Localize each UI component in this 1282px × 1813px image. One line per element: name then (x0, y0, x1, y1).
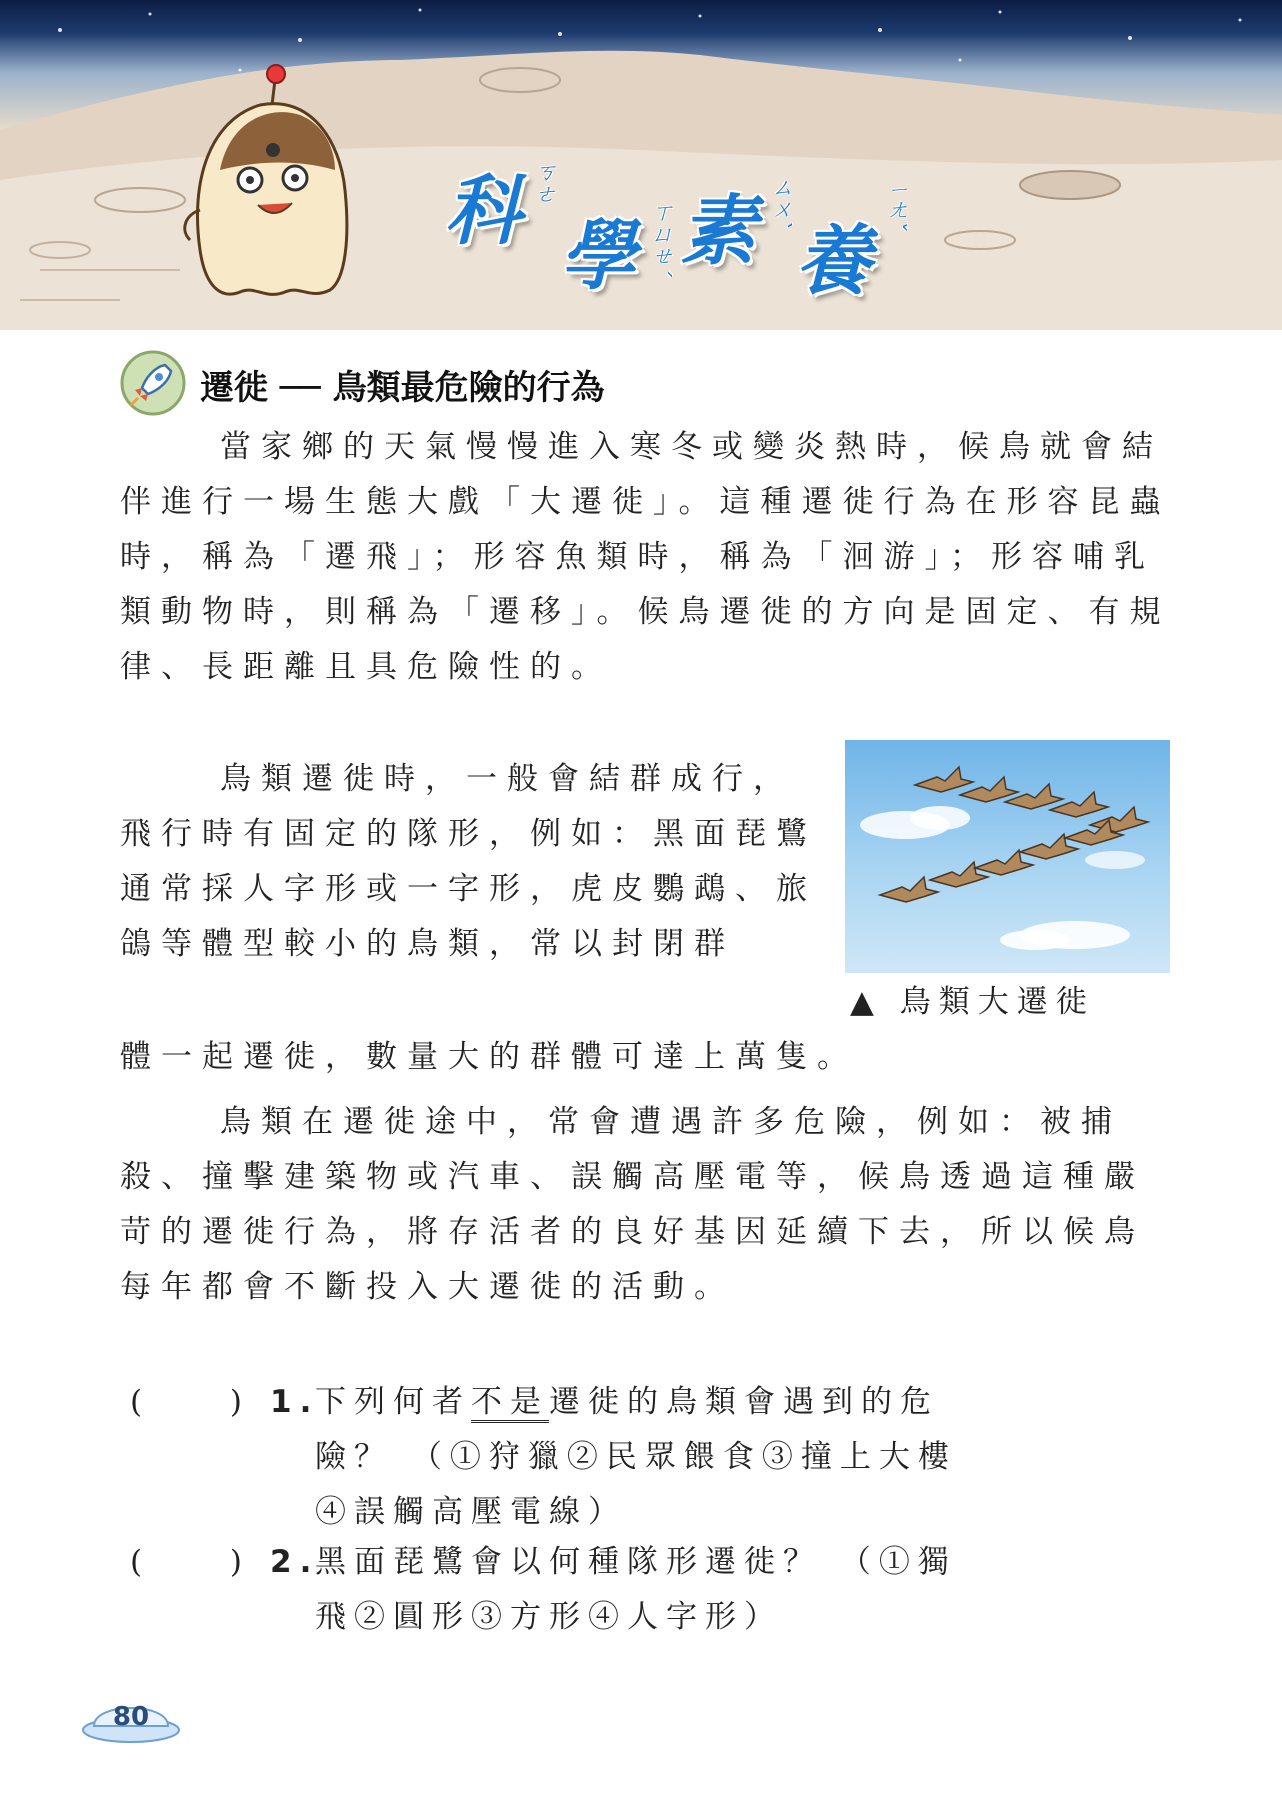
question-text: 黑面琵鷺會以何種隊形遷徙？ （①獨 (315, 1544, 957, 1580)
paragraph-formation: 鳥類遷徙時，一般會結群成行，飛行時有固定的隊形，例如：黑面琵鷺通常採人字形或一字形，虎皮鸚鵡、旅鴿等體型較小的鳥類，常以封閉群 (120, 761, 817, 962)
paragraph-dangers: 鳥類在遷徙途中，常會遭遇許多危險，例如：被捕殺、撞擊建築物或汽車、誤觸高壓電等，候鳥透過這種嚴苛的遷徙行為，將存活者的良好基因延續下去，所以候鳥每年都會不斷投入大遷徙的活動。 (120, 1104, 1145, 1305)
paragraph-formation-continued: 體一起遷徙，數量大的群體可達上萬隻。 (120, 1039, 858, 1075)
title-zhuyin-1: ㄎㄜ (531, 160, 556, 204)
answer-blank-1[interactable]: ( ) (130, 1384, 250, 1420)
question-options-line: 飛②圓形③方形④人字形） (315, 1599, 783, 1635)
page-number: 80 (112, 1702, 150, 1732)
image-caption: ▲ 鳥類大遷徙 (850, 984, 1095, 1020)
title-char-3: 素 (680, 186, 756, 275)
question-options-line: 險？ （①狩獵②民眾餵食③撞上大樓 (315, 1439, 957, 1475)
question-2 (130, 1535, 1190, 1655)
section-title: 遷徙 ── 鳥類最危險的行為 (200, 368, 605, 408)
paragraph-intro: 當家鄉的天氣慢慢進入寒冬或變炎熱時，候鳥就會結伴進行一場生態大戲「大遷徙」。這種遷徙行為在形容昆蟲時，稱為「遷飛」；形容魚類時，稱為「洄游」；形容哺乳類動物時，則稱為「遷移」。候鳥遷徙的方向是固定、有規律、長距離且具危險性的。 (120, 429, 1171, 685)
page-title (440, 140, 960, 305)
migrating-birds-image (845, 740, 1170, 973)
answer-blank-2[interactable]: ( ) (130, 1544, 250, 1580)
section-heading (120, 350, 820, 420)
title-char-2: 學 (560, 211, 636, 300)
title-zhuyin-3: ㄙㄨˋ (768, 175, 793, 230)
question-options-line: ④誤觸高壓電線） (315, 1494, 627, 1530)
header-banner (0, 0, 1282, 330)
title-zhuyin-4: ㄧㄤˇ (883, 180, 908, 231)
question-number: 2. (270, 1544, 320, 1580)
question-1 (130, 1375, 1190, 1545)
question-number: 1. (270, 1384, 320, 1420)
emphasis-text: 不是 (471, 1384, 549, 1423)
rocket-icon (120, 350, 186, 416)
title-char-4: 養 (795, 216, 871, 305)
title-zhuyin-2: ㄒㄩㄝˊ (648, 200, 673, 277)
title-char-1: 科 (445, 166, 521, 255)
question-text: 下列何者不是遷徙的鳥類會遇到的危 (315, 1375, 939, 1430)
